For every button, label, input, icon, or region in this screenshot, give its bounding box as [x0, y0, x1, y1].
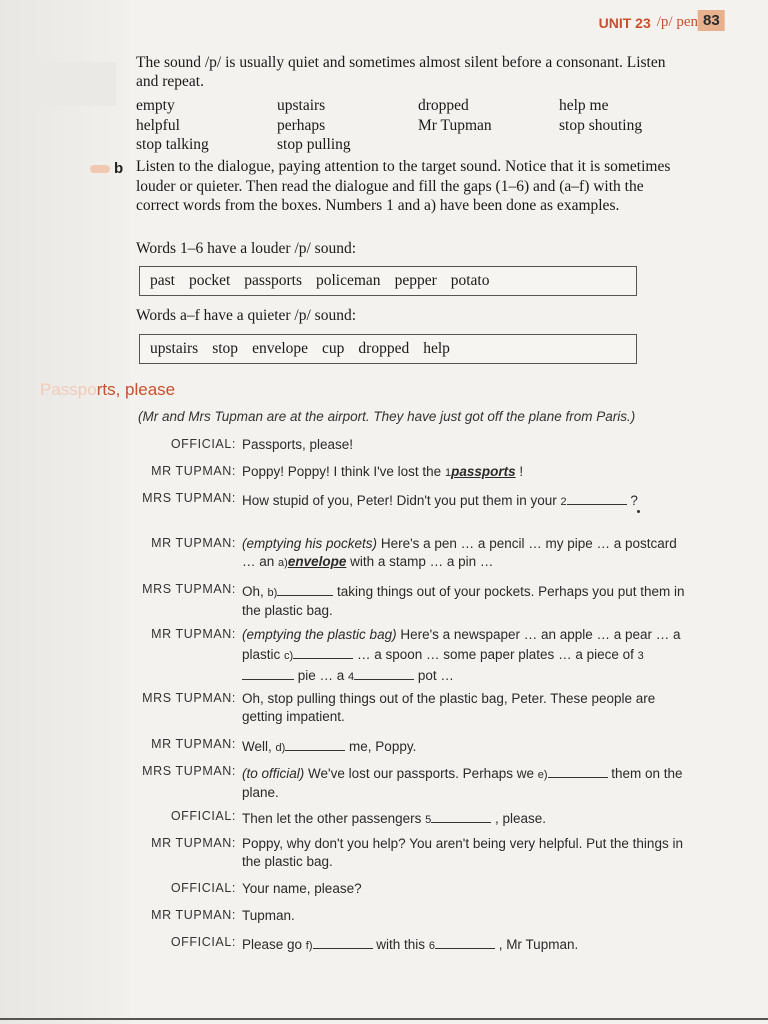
gap-blank[interactable] — [435, 934, 495, 949]
gap-answer: passports — [451, 464, 516, 479]
speech-text: pie … a — [294, 668, 349, 683]
box-word: passports — [244, 272, 302, 289]
speech-direction: (emptying the plastic bag) — [242, 627, 397, 642]
speech — [242, 736, 692, 757]
dialogue-title-faded: Passpo — [40, 380, 97, 399]
speech-text: Then let the other passengers — [242, 811, 426, 826]
box-word: stop — [212, 340, 239, 357]
speech — [242, 880, 692, 898]
box-word: potato — [450, 272, 490, 289]
speech-text: me, Poppy. — [345, 739, 417, 754]
box-word: cup — [322, 340, 345, 357]
gap-blank[interactable] — [567, 490, 627, 505]
faded-print-block — [28, 62, 116, 106]
speech-text: , Mr Tupman. — [494, 937, 579, 952]
speech-text: ? — [626, 493, 638, 508]
speaker: MR TUPMAN: — [151, 627, 236, 641]
speech-text: with this — [372, 937, 429, 952]
gap-label: 6 — [428, 940, 435, 952]
page-edge-line — [0, 1018, 768, 1020]
speech-text: ! — [515, 464, 524, 479]
gap-blank[interactable] — [277, 581, 333, 596]
speaker: MR TUPMAN: — [151, 908, 236, 922]
box-word: envelope — [252, 340, 309, 357]
speech-text: Here's a newspaper … an apple … a pear … a plastic — [242, 627, 681, 662]
speaker: MR TUPMAN: — [151, 737, 236, 751]
box-word: help — [423, 340, 450, 357]
speech-text: Please go — [242, 937, 306, 952]
intro-text: The sound /p/ is usually quiet and sometimes almost silent before a consonant. Listen and repeat. — [136, 54, 666, 90]
gap-label: c) — [284, 650, 294, 662]
grid-word: helpful — [136, 116, 180, 134]
grid-word: stop talking — [136, 136, 209, 153]
stage-direction: (Mr and Mrs Tupman are at the airport. They have just got off the plane from Paris.) — [138, 409, 636, 424]
speech-text: Poppy, why don't you help? You aren't being very helpful. Put the things in the plastic bag. — [242, 836, 683, 869]
louder-word-box — [139, 266, 637, 296]
speech — [242, 808, 692, 829]
speech — [242, 835, 692, 871]
speech-text: taking things out of your pockets. Perhaps you put them in the plastic bag. — [242, 584, 685, 618]
grid-word: Mr Tupman — [418, 116, 492, 134]
gap-label: b) — [267, 587, 278, 599]
grid-word: dropped — [418, 97, 469, 114]
unit-label: UNIT 23 — [598, 14, 651, 31]
exercise-instructions: Listen to the dialogue, paying attention to the target sound. Notice that it is sometimes louder or quieter. Then read the dialogue and fill the gaps (1–6) and (a–f) with the correct words from the boxes. Numbers 1 and a) have been done as examples. — [136, 158, 671, 214]
page-number: 83 — [698, 10, 725, 31]
speech-text: Passports, please! — [242, 437, 354, 452]
speech — [242, 626, 692, 686]
box-word: dropped — [358, 340, 410, 357]
speech-direction: (to official) — [242, 766, 305, 781]
grid-word: upstairs — [277, 97, 326, 114]
gap-label: 4 — [348, 671, 355, 683]
speech — [242, 490, 692, 511]
box-word: upstairs — [150, 340, 199, 357]
exercise-marker — [90, 160, 123, 177]
gap-blank[interactable] — [242, 665, 294, 680]
speech-text: How stupid of you, Peter! Didn't you put them in your — [242, 493, 561, 508]
unit-header — [599, 14, 698, 31]
speaker: MRS TUPMAN: — [142, 691, 236, 705]
grid-word: help me — [559, 97, 609, 114]
gap-label: 3 — [637, 650, 644, 662]
speech-text: Oh, — [242, 584, 268, 599]
gap-label: d) — [275, 742, 286, 754]
speaker: OFFICIAL: — [170, 437, 236, 451]
gap-label: 2 — [560, 496, 567, 508]
gap-label: 5 — [425, 814, 432, 826]
gap-label: 1 — [444, 467, 452, 479]
grid-word: stop shouting — [559, 116, 643, 134]
box-word: pepper — [394, 272, 437, 289]
speech — [242, 934, 692, 955]
box-word: past — [150, 272, 175, 289]
speaker: MR TUPMAN: — [151, 464, 236, 478]
print-speck — [637, 510, 640, 513]
gap-label: a) — [278, 557, 288, 569]
speech-text: Oh, stop pulling things out of the plastic bag, Peter. These people are getting impatient. — [242, 691, 656, 724]
speech-text: Well, — [242, 739, 276, 754]
speech-text: … a spoon … some paper plates … a piece of — [353, 647, 638, 662]
speech-direction: (emptying his pockets) — [242, 536, 378, 551]
speaker: MR TUPMAN: — [151, 836, 236, 850]
speaker: OFFICIAL: — [170, 935, 236, 949]
speaker: MRS TUPMAN: — [142, 764, 236, 778]
speaker: OFFICIAL: — [170, 809, 236, 823]
box-word: pocket — [188, 272, 231, 289]
dialogue-title — [40, 380, 175, 400]
speech — [242, 463, 692, 482]
speech — [242, 436, 692, 454]
grid-word: perhaps — [277, 116, 326, 134]
scan-margin — [0, 0, 130, 1024]
dialogue-title-text: rts, please — [96, 380, 176, 399]
speech-text: , please. — [491, 811, 547, 826]
grid-word: empty — [136, 97, 175, 114]
speech-text: them on the plane. — [242, 766, 683, 800]
speaker: MRS TUPMAN: — [142, 582, 236, 596]
gap-answer: envelope — [287, 554, 347, 569]
speaker: MRS TUPMAN: — [142, 491, 236, 505]
speech-text: Poppy! Poppy! I think I've lost the — [242, 464, 445, 479]
speech — [242, 581, 692, 620]
gap-blank[interactable] — [313, 934, 373, 949]
audio-icon — [90, 165, 110, 173]
quieter-words-label: Words a–f have a quieter /p/ sound: — [136, 307, 356, 324]
unit-sound: /p/ pen — [656, 14, 698, 30]
gap-blank[interactable] — [285, 736, 345, 751]
louder-words-label: Words 1–6 have a louder /p/ sound: — [136, 240, 357, 257]
gap-label: f) — [305, 940, 313, 952]
speech — [242, 763, 692, 802]
speech-text: with a stamp … a pin … — [346, 554, 494, 569]
speech-text: Here's a pen … a pencil … my pipe … a postcard … an — [242, 536, 677, 569]
gap-blank[interactable] — [293, 644, 353, 659]
gap-blank[interactable] — [548, 763, 608, 778]
speech-text: Your name, please? — [242, 881, 362, 896]
word-grid — [136, 96, 696, 155]
speaker: OFFICIAL: — [170, 881, 236, 895]
speech — [242, 907, 692, 925]
quieter-word-box — [139, 334, 637, 364]
speech-text: Tupman. — [242, 908, 295, 923]
speech-text: We've lost our passports. Perhaps we — [304, 766, 538, 781]
speech-text: pot … — [414, 668, 454, 683]
grid-word: stop pulling — [277, 136, 351, 153]
speaker: MR TUPMAN: — [151, 536, 236, 550]
exercise-letter: b — [114, 160, 124, 177]
gap-blank[interactable] — [354, 665, 414, 680]
speech — [242, 690, 692, 726]
box-word: policeman — [316, 272, 381, 289]
speech — [242, 535, 692, 572]
gap-label: e) — [537, 769, 548, 781]
gap-blank[interactable] — [431, 808, 491, 823]
